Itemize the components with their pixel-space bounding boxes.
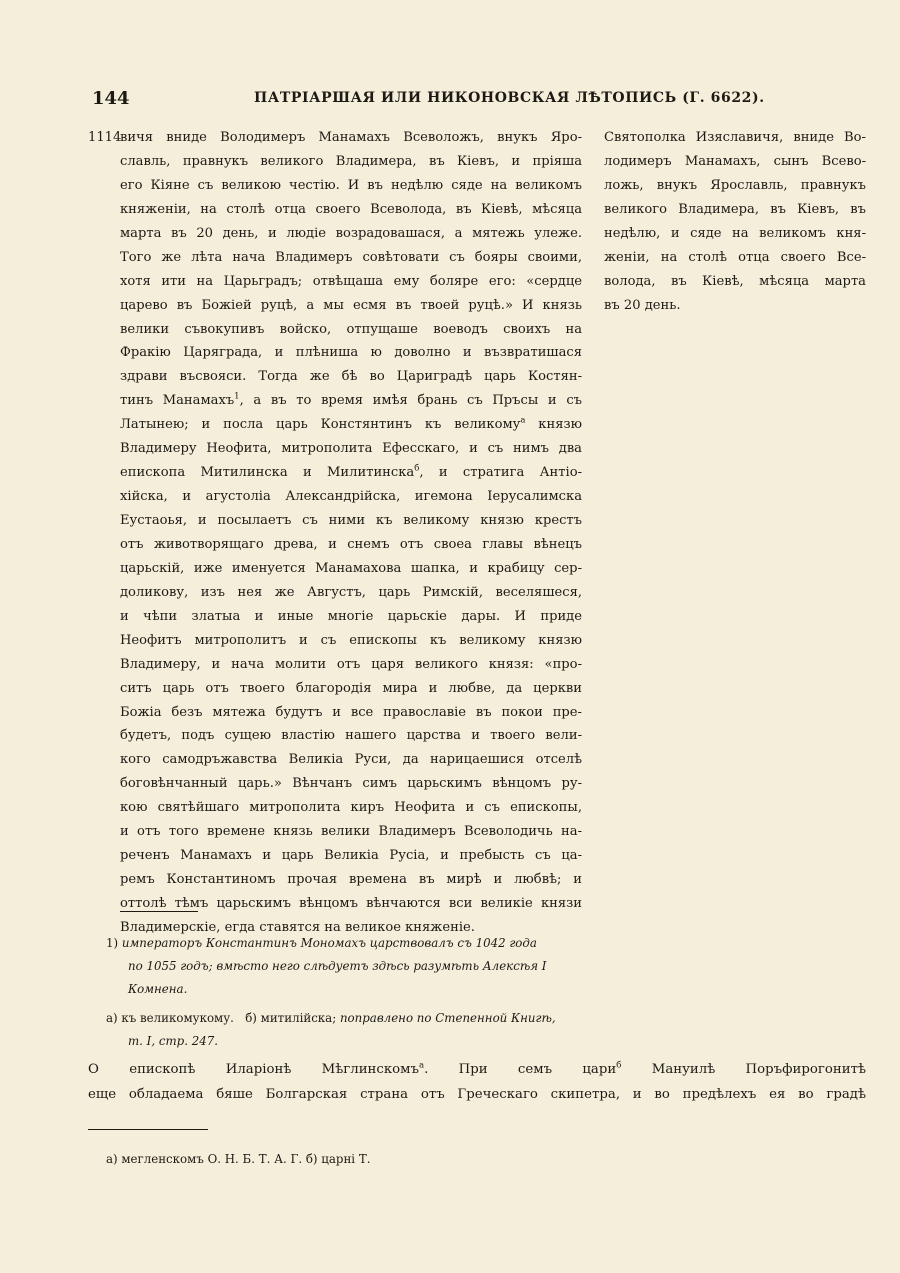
main-text-line: ситъ царь отъ твоего благородія мира и любве, да церкви [120, 680, 582, 696]
main-text-line: марта въ 20 день, и людіе возрадовашася, а мятежь улеже. [120, 225, 582, 241]
main-text-line: Еустаоья, и посылаетъ съ ними къ великому князю крестъ [120, 513, 582, 528]
main-text-line: Фракію Царяграда, и плѣниша ю доволно и възвратишася [120, 345, 582, 361]
main-text-line: доликову, изъ нея же Августъ, царь Римскій, веселяшеся, [120, 584, 582, 600]
main-text-line: велики съвокупивъ войско, отпущаше воеводъ своихъ на [120, 321, 582, 337]
parallel-text-line: ложь, внукъ Ярославль, правнукъ [604, 177, 866, 193]
main-text-line: Неофитъ митрополитъ и съ епископы къ великому князю [120, 632, 582, 648]
footnote-divider [120, 911, 198, 912]
main-text-line: царево въ Божіей руцѣ, а мы есмя въ твоей руцѣ.» И князь [120, 297, 582, 313]
main-text-line: кого самодръжавства Великіа Руси, да нарицаешися отселѣ [120, 752, 582, 768]
parallel-text-line: лодимеръ Манамахъ, сынъ Всево- [604, 153, 866, 169]
bottom-text-line: О епископѣ Иларіонѣ Мѣглинскомъ$^а$. При семъ цари$^б$ Мануилѣ Поръфирогонитѣ [88, 1060, 866, 1077]
main-text-line: ремъ Константиномъ прочая времена въ мирѣ и любвѣ; и [120, 872, 582, 888]
footnote-1-line-3: Комнена. [128, 982, 188, 996]
main-text-line: реченъ Манамахъ и царь Великіа Русіа, и пребысть съ ца- [120, 848, 582, 864]
footnote-variants [106, 1007, 582, 1053]
main-text-line: Владимерскіе, егда ставятся на великое княженіе. [120, 919, 475, 935]
main-text-line: хійска, и агустоліа Александрійска, игемона Іерусалимска [120, 489, 582, 505]
main-text-line: и отъ того времене князь велики Владимеръ Всеволодичь на- [120, 824, 582, 840]
footnote-1-mark: 1) [106, 936, 119, 950]
main-text-line: Владимеру, и нача молити отъ царя великого князя: «про- [120, 656, 582, 672]
bottom-section-text [88, 1057, 866, 1107]
main-text-line: вичя вниде Володимеръ Манамахъ Всеволожъ, внукъ Яро- [120, 130, 582, 145]
main-text-line: княженіи, на столѣ отца своего Всеволода, въ Кіевѣ, мѣсяца [120, 201, 582, 217]
footnote-a: а) къ великомукому. [106, 1011, 234, 1025]
main-text-line: оттолѣ тѣмъ царьскимъ вѣнцомъ вѣнчаются вси великіе князи [120, 896, 582, 911]
parallel-text-line: женіи, на столѣ отца своего Все- [604, 249, 866, 265]
parallel-text-line: въ 20 день. [604, 297, 681, 313]
footnote-1 [106, 932, 582, 1001]
bottom-text-line: еще обладаема бяше Болгарская страна отъ Греческаго скипетра, и во предѣлехъ ея во градѣ [88, 1087, 866, 1102]
main-text-line: царьскій, иже именуется Манамахова шапка, и крабицу сер- [120, 560, 582, 576]
bottom-footnote: а) мегленскомъ О. Н. Б. Т. А. Г. б) царні Т. [106, 1152, 371, 1166]
running-head: ПАТРІАРШАЯ ИЛИ НИКОНОВСКАЯ ЛѢТОПИСЬ (Г. 6622). [254, 90, 765, 106]
main-text-line: боговѣнчанный царь.» Вѣнчанъ симъ царьскимъ вѣнцомъ ру- [120, 776, 582, 792]
parallel-text-line: недѣлю, и сяде на великомъ кня- [604, 225, 866, 241]
main-text-line: его Кіяне съ великою честію. И въ недѣлю сяде на великомъ [120, 177, 582, 193]
main-text-line: епископа Митилинска и Милитинска$^б$, и стратига Антіо- [120, 463, 582, 481]
main-text-line: кою святѣйшаго митрополита киръ Неофита и съ епископы, [120, 800, 582, 816]
main-text-line: Латынею; и посла царь Констянтинъ къ великому$^а$ князю [120, 415, 582, 433]
parallel-text-column [604, 126, 866, 318]
footnote-1-line-1: императоръ Константинъ Мономахъ царствовалъ съ 1042 года [121, 936, 537, 950]
parallel-text-line: волода, въ Кіевѣ, мѣсяца марта [604, 273, 866, 289]
main-text-line: Владимеру Неофита, митрополита Ефесскаго, и съ нимъ два [120, 441, 582, 457]
main-text-line: Божіа безъ мятежа будутъ и все православіе въ покои пре- [120, 704, 582, 720]
page-header [92, 88, 812, 112]
main-text-line: Того же лѣта нача Владимеръ совѣтовати съ бояры своими, [120, 249, 582, 265]
main-text-line: тинъ Манамахъ$^1$, а въ то время имѣя брань съ Пръсы и съ [120, 391, 582, 409]
main-text-line: и чѣпи златыа и иные многіе царьскіе дары. И приде [120, 608, 582, 624]
main-text-line: будетъ, подъ сущею властію нашего царства и твоего вели- [120, 728, 582, 744]
main-text-line: отъ животворящаго древа, и снемъ отъ своеа главы вѣнецъ [120, 536, 582, 552]
page-number: 144 [92, 88, 130, 109]
main-text-line: здрави въсвояси. Тогда же бѣ во Цариградѣ царь Костян- [120, 369, 582, 385]
parallel-text-line: Святополка Изяславичя, вниде Во- [604, 130, 866, 145]
footnote-b: б) митилійска; [245, 1011, 337, 1025]
footnote-1-line-2: по 1055 годъ; вмѣсто него слѣдуетъ здѣсь разумѣть Алексѣя I [128, 959, 547, 973]
main-text-line: славль, правнукъ великого Владимера, въ Кіевъ, и пріяша [120, 153, 582, 169]
parallel-text-line: великого Владимера, въ Кіевъ, въ [604, 201, 866, 217]
bottom-footnote-divider [88, 1129, 208, 1130]
main-text-line: хотя ити на Царьградъ; отвѣщаша ему боляре его: «сердце [120, 273, 582, 289]
margin-year: 1114 [88, 130, 122, 145]
footnote-b-ref: т. I, стр. 247. [128, 1034, 218, 1048]
footnote-b-note: поправлено по Степенной Книгѣ, [339, 1011, 556, 1025]
main-text-column [120, 126, 582, 940]
